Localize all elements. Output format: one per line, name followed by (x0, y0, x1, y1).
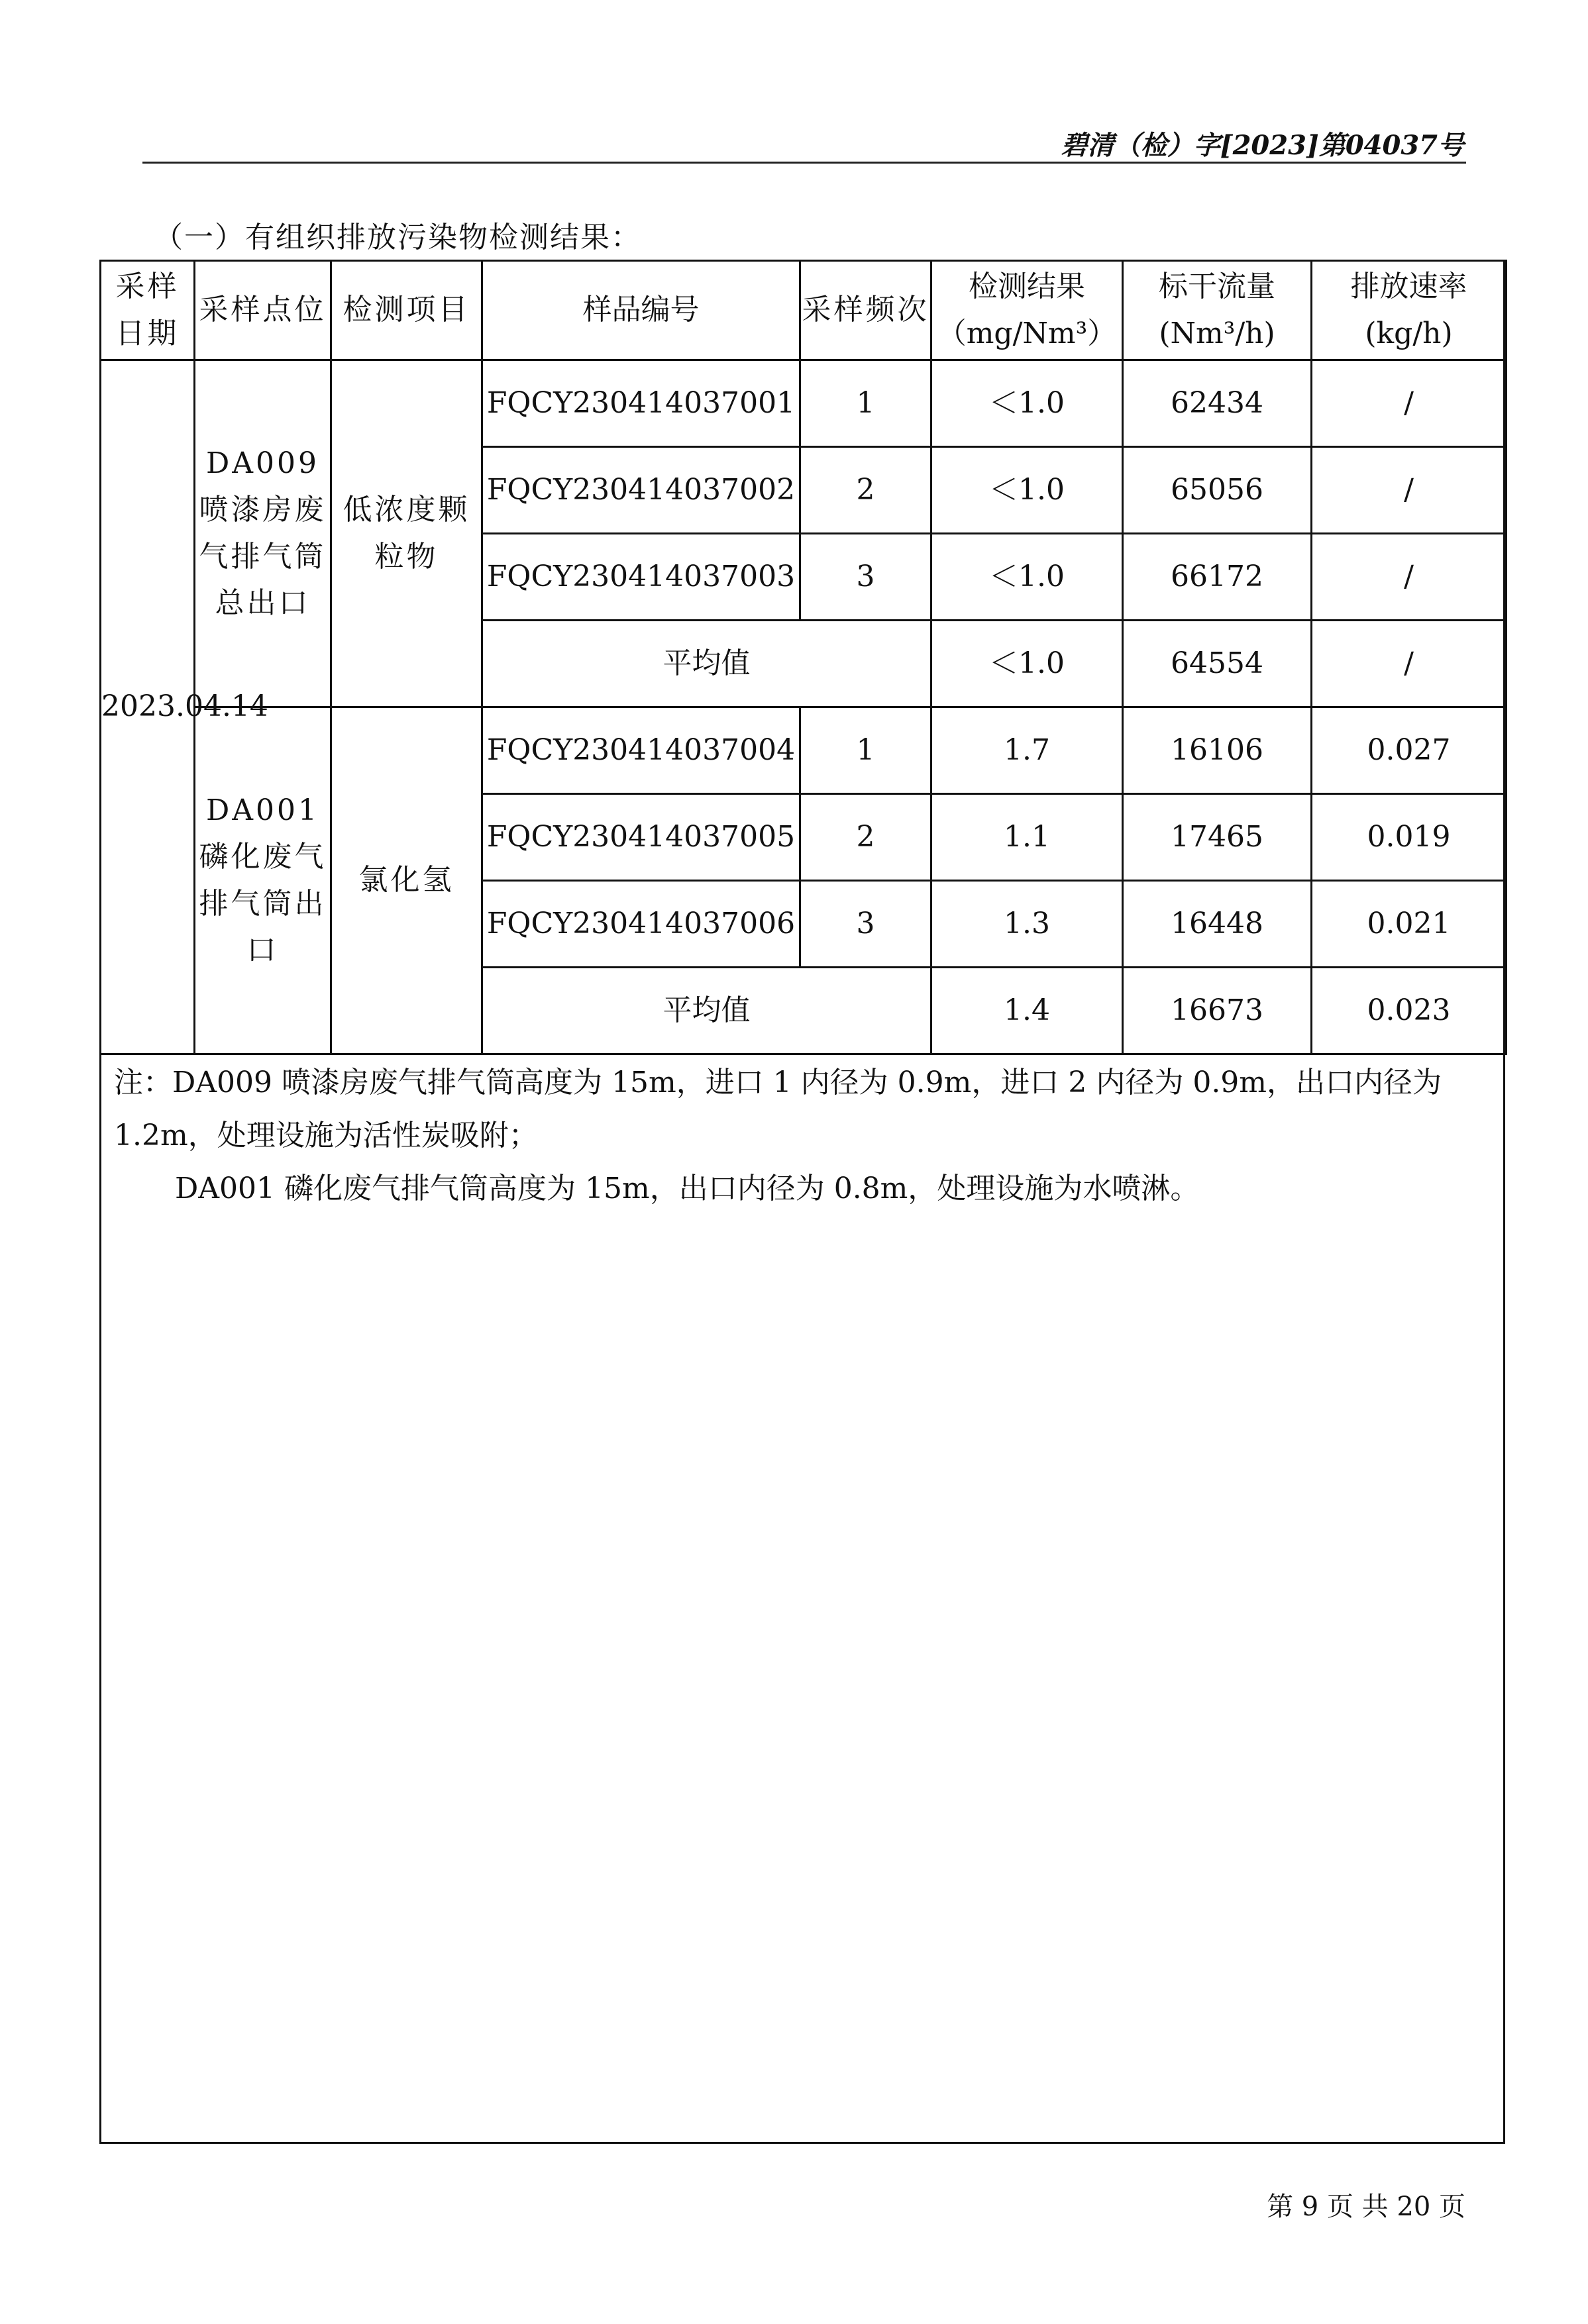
item-cell: 氯化氢 (331, 707, 482, 1054)
freq-cell: 1 (800, 360, 931, 447)
result-cell: 1.7 (931, 707, 1123, 794)
header-result: 检测结果（mg/Nm³） (931, 261, 1123, 360)
rate-cell: 0.027 (1312, 707, 1507, 794)
average-rate: 0.023 (1312, 968, 1507, 1054)
freq-cell: 3 (800, 881, 931, 968)
note-line-1: 注：DA009 喷漆房废气排气筒高度为 15m，进口 1 内径为 0.9m，进口 2 内径为 0.9m，出口内径为 1.2m，处理设施为活性炭吸附； (114, 1066, 1442, 1152)
average-flow: 16673 (1123, 968, 1312, 1054)
result-cell: ＜1.0 (931, 360, 1123, 447)
flow-cell: 16106 (1123, 707, 1312, 794)
report-number: 碧清（检）字[2023]第04037号 (1061, 130, 1464, 161)
flow-cell: 65056 (1123, 447, 1312, 534)
rate-cell: 0.019 (1312, 794, 1507, 881)
header-row (101, 261, 1507, 360)
average-label: 平均值 (482, 621, 931, 707)
average-result: ＜1.0 (931, 621, 1123, 707)
date-cell: 2023.04.14 (101, 360, 195, 1054)
freq-cell: 2 (800, 447, 931, 534)
sample-id-cell: FQCY230414037006 (482, 881, 800, 968)
table-row (101, 707, 1507, 794)
header-point: 采样点位 (195, 261, 331, 360)
header-item: 检测项目 (331, 261, 482, 360)
point-cell: DA001磷化废气排气筒出口 (195, 707, 331, 1054)
sample-id-cell: FQCY230414037003 (482, 534, 800, 621)
sample-id-cell: FQCY230414037001 (482, 360, 800, 447)
result-cell: 1.1 (931, 794, 1123, 881)
table-row (101, 360, 1507, 447)
flow-cell: 17465 (1123, 794, 1312, 881)
header-rule (142, 162, 1466, 164)
point-cell: DA009喷漆房废气排气筒总出口 (195, 360, 331, 707)
section-title: （一）有组织排放污染物检测结果： (154, 221, 641, 254)
sample-id-cell: FQCY230414037002 (482, 447, 800, 534)
freq-cell: 2 (800, 794, 931, 881)
result-cell: 1.3 (931, 881, 1123, 968)
average-label: 平均值 (482, 968, 931, 1054)
average-result: 1.4 (931, 968, 1123, 1054)
average-flow: 64554 (1123, 621, 1312, 707)
table-notes (114, 1056, 1492, 1215)
results-table (99, 260, 1507, 1055)
page-number: 第 9 页 共 20 页 (1267, 2192, 1465, 2222)
average-rate: / (1312, 621, 1507, 707)
note-line-2: DA001 磷化废气排气筒高度为 15m，出口内径为 0.8m，处理设施为水喷淋。 (175, 1172, 1200, 1205)
freq-cell: 3 (800, 534, 931, 621)
header-freq: 采样频次 (800, 261, 931, 360)
result-cell: ＜1.0 (931, 447, 1123, 534)
freq-cell: 1 (800, 707, 931, 794)
result-cell: ＜1.0 (931, 534, 1123, 621)
sample-id-cell: FQCY230414037005 (482, 794, 800, 881)
rate-cell: / (1312, 534, 1507, 621)
item-cell: 低浓度颗粒物 (331, 360, 482, 707)
flow-cell: 62434 (1123, 360, 1312, 447)
rate-cell: / (1312, 360, 1507, 447)
flow-cell: 66172 (1123, 534, 1312, 621)
flow-cell: 16448 (1123, 881, 1312, 968)
header-flow: 标干流量(Nm³/h) (1123, 261, 1312, 360)
header-date: 采样日期 (101, 261, 195, 360)
header-rate: 排放速率(kg/h) (1312, 261, 1507, 360)
rate-cell: / (1312, 447, 1507, 534)
sample-id-cell: FQCY230414037004 (482, 707, 800, 794)
header-sample-id: 样品编号 (482, 261, 800, 360)
rate-cell: 0.021 (1312, 881, 1507, 968)
